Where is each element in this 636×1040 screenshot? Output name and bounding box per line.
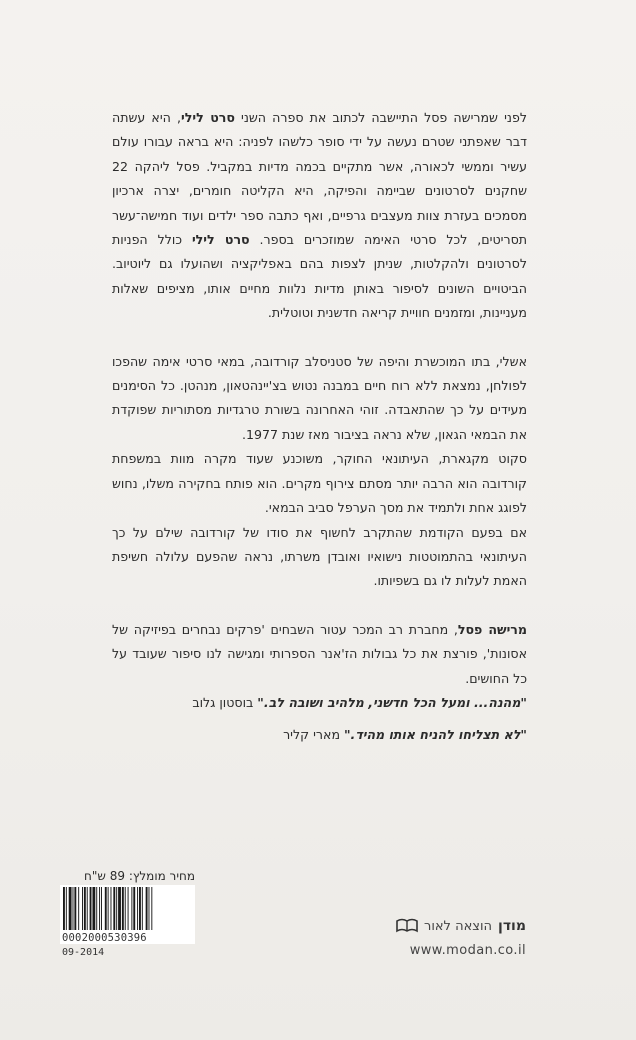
- blurb-paragraph: [112, 350, 527, 448]
- review-quote: [112, 723, 527, 747]
- review-quote: [112, 691, 527, 715]
- blurb-paragraph: [112, 618, 527, 691]
- publisher-block: [396, 918, 526, 934]
- quote-source: מארי קליר: [283, 727, 344, 743]
- barcode-bars: [60, 885, 195, 932]
- publisher-name: מודן: [498, 918, 526, 934]
- text-segment: כולל הפניות לסרטונים ולהקלטות, שניתן לצפות בהם באפליקציה ושהועלו גם ליוטיוב. הביטויים השונים לסיפור באותן מדיות נלוות מחיים אותו, מציפים שאלות מעניינות, ומזמנים חוויית קריאה חדשנית וטוטלית.: [112, 232, 527, 321]
- blurb-paragraph: [112, 521, 527, 594]
- book-title-emphasis: סרט לילי: [191, 232, 250, 248]
- blurb-paragraph: [112, 106, 527, 326]
- text-segment: אם בפעם הקודמת שהתקרב לחשוף את סודו של קורדובה שילם על כך העיתונאי בהתמוטטות נישואיו ואובדן משרתו, נראה שהפעם עלולה חשיפת האמת לעלות לו גם בשפיותו.: [112, 524, 527, 589]
- text-segment: , מחברת רב המכר עטור השבחים 'פרקים נבחרים בפיזיקה של אסונות', פורצת את כל גבולות הז'אנר הספרותי ומגישה לנו סיפור שעובד על כל החושים.: [112, 621, 527, 686]
- recommended-price: מחיר מומלץ: 89 ש"ח: [84, 869, 195, 883]
- publisher-url: www.modan.co.il: [409, 943, 526, 958]
- text-segment: לפני שמרישה פסל התיישבה לכתוב את ספרה השני: [234, 110, 527, 125]
- text-segment: סקוט מקגארת, העיתונאי החוקר, משוכנע שעוד מקרה מוות במשפחת קורדובה הוא הרבה יותר מסתם צירוף מקרים. הוא פותח בחקירה משלו, נחוש לפוגג אחת ולתמיד את מסך הערפל סביב הבמאי.: [112, 451, 527, 516]
- text-segment: , היא עשתה דבר שאפתני שטרם נעשה על ידי סופר כלשהו לפניה: היא בראה עבורו עולם עשיר וממשי לכאורה, אשר מתקיים בכמה מדיות במקביל. פסל ליהקה 22 שחקנים לסרטונים שביימה והפיקה, היא הקליטה חומרים, יצרה ארכיון מסמכים בעזרת צוות מעצבים גרפיים, ואף כתבה ספר ילדים ועוד חמישה־עשר תסריטים, לכל סרטי האימה שמוזכרים בספר.: [112, 110, 528, 248]
- quote-text: "מהנה... ומעל הכל חדשני, מלהיב ושובה לב.": [257, 694, 527, 710]
- paragraph-gap: [112, 594, 527, 618]
- quote-source: בוסטון גלוב: [192, 694, 258, 710]
- book-title-emphasis: מרישה פסל: [457, 621, 527, 637]
- blurb-paragraph: [112, 447, 527, 520]
- text-segment: אשלי, בתו המוכשרת והיפה של סטניסלב קורדובה, במאי סרטי אימה שהפכו לפולחן, נמצאת ללא רוח חיים במבנה נטוש בצ'יינהטאון, מנהטן. כל הסימנים מעידים על כך שהתאבדה. זוהי האחרונה בשורת טרגדיות מסתוריות שפוקדת את הבמאי הגאון, שלא נראה בציבור מאז שנת 1977.: [112, 353, 527, 442]
- quote-text: "לא תצליחו להניח אותו מהיד.": [344, 727, 527, 743]
- print-date: 09-2014: [62, 947, 105, 958]
- modan-book-logo-icon: [396, 918, 418, 934]
- barcode-number: 0002000530396: [60, 932, 195, 944]
- barcode: [60, 885, 195, 932]
- paragraph-gap: [112, 326, 527, 350]
- publisher-subtitle: הוצאה לאור: [423, 918, 493, 934]
- blurb-text: [112, 106, 527, 748]
- book-title-emphasis: סרט לילי: [181, 110, 235, 125]
